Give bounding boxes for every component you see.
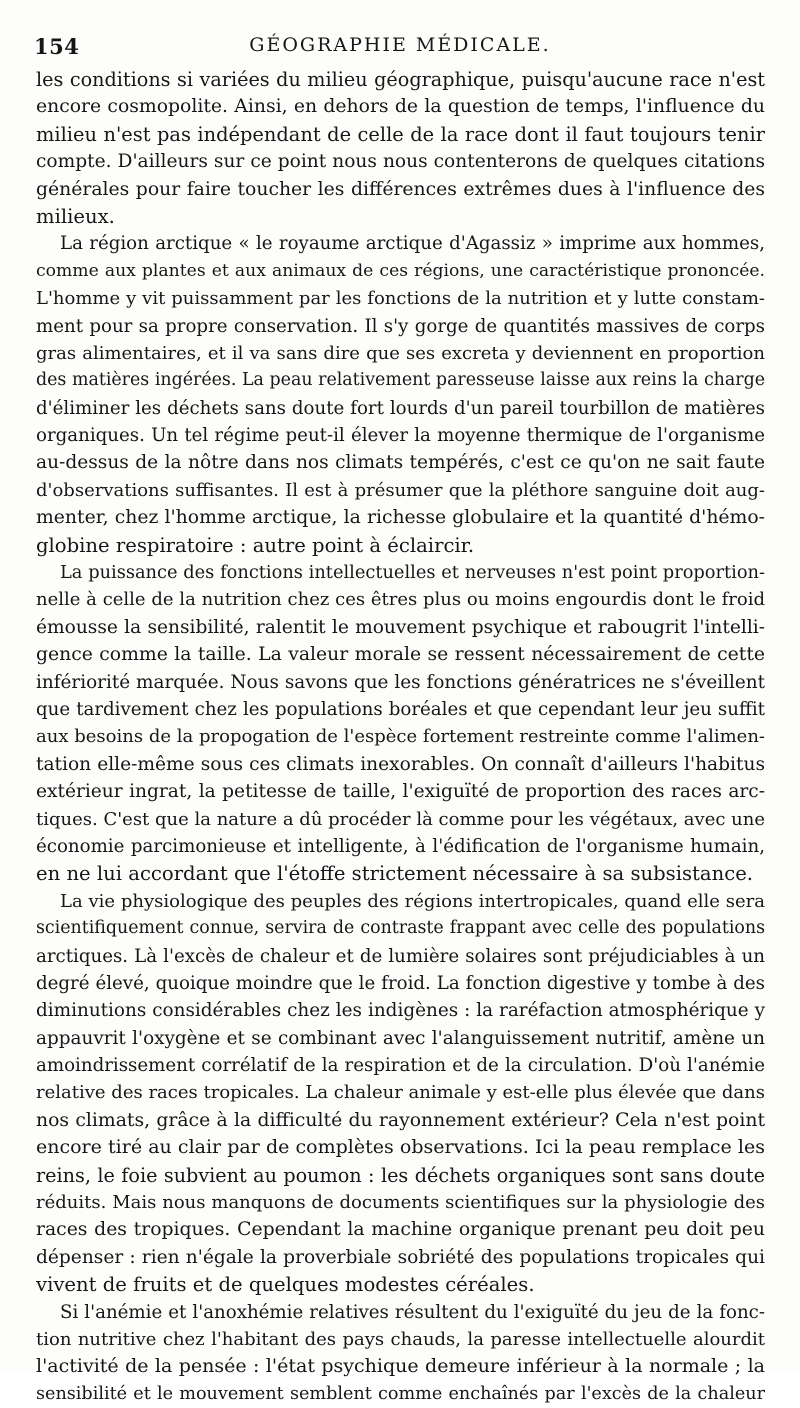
text-line: vivent de fruits et de quelques modestes céréales.	[36, 1273, 535, 1297]
text-line: milieux.	[36, 204, 115, 228]
text-line: La puissance des fonctions intellectuelles et nerveuses n'est point proportion-	[60, 562, 765, 584]
text-line: scientifiquement connue, servira de contraste frappant avec celle des populations	[36, 918, 765, 939]
text-line: organiques. Un tel régime peut-il élever la moyenne thermique de l'organisme	[36, 425, 765, 447]
text-line: extérieur ingrat, la petitesse de taille, l'exiguïté de proportion des races arc-	[36, 781, 765, 803]
text-line: d'éliminer les déchets sans doute fort lourds d'un pareil tourbillon de matières	[36, 397, 765, 419]
text-line: globine respiratoire : autre point à éclaircir.	[36, 533, 475, 557]
page-header	[30, 32, 770, 62]
text-line: menter, chez l'homme arctique, la richesse globulaire et la quantité d'hémo-	[36, 507, 765, 529]
text-line: La région arctique « le royaume arctique d'Agassiz » imprime aux hommes,	[60, 233, 765, 255]
body-text	[36, 66, 765, 1408]
text-line: races des tropiques. Cependant la machine organique prenant peu doit peu	[36, 1219, 765, 1241]
text-line: gence comme la taille. La valeur morale se ressent nécessairement de cette	[36, 644, 765, 666]
text-line: dépenser : rien n'égale la proverbiale sobriété des populations tropicales qui	[36, 1246, 765, 1268]
text-line: La vie physiologique des peuples des régions intertropicales, quand elle sera	[60, 890, 765, 912]
text-line: compte. D'ailleurs sur ce point nous nous contenterons de quelques citations	[36, 151, 765, 173]
text-line: nos climats, grâce à la difficulté du rayonnement extérieur? Cela n'est point	[36, 1109, 765, 1131]
text-line: tiques. C'est que la nature a dû procéder là comme pour les végétaux, avec une	[36, 808, 765, 830]
text-line: diminutions considérables chez les indigènes : la raréfaction atmosphérique y	[36, 1000, 765, 1022]
text-line: encore tiré au clair par de complètes observations. Ici la peau remplace les	[36, 1136, 765, 1159]
text-line: infériorité marquée. Nous savons que les fonctions génératrices ne s'éveillent	[36, 671, 765, 693]
text-line: en ne lui accordant que l'étoffe strictement nécessaire à sa subsistance.	[36, 862, 754, 886]
text-line: amoindrissement corrélatif de la respiration et de la circulation. D'où l'anémie	[36, 1055, 765, 1077]
text-line: que tardivement chez les populations boréales et que cependant leur jeu suffit	[36, 698, 765, 720]
text-line: au-dessus de la nôtre dans nos climats tempérés, c'est ce qu'on ne sait faute	[36, 452, 765, 474]
text-line: nelle à celle de la nutrition chez ces êtres plus ou moins engourdis dont le froid	[36, 589, 765, 611]
text-line: gras alimentaires, et il va sans dire que ses excreta y deviennent en proportion	[36, 342, 765, 364]
text-line: ment pour sa propre conservation. Il s'y gorge de quantités massives de corps	[36, 315, 765, 337]
text-line: relative des races tropicales. La chaleur animale y est-elle plus élevée que dans	[36, 1082, 765, 1104]
text-line: tion nutritive chez l'habitant des pays chauds, la paresse intellectuelle alourdit	[36, 1328, 765, 1350]
text-line: sensibilité et le mouvement semblent comme enchaînés par l'excès de la chaleur	[36, 1383, 765, 1404]
text-line: degré élevé, quoique moindre que le froid. La fonction digestive y tombe à des	[36, 972, 765, 994]
text-line: Si l'anémie et l'anoxhémie relatives résultent du l'exiguïté du jeu de la fonc-	[60, 1301, 765, 1323]
text-line: des matières ingérées. La peau relativement paresseuse laisse aux reins la charge	[36, 370, 765, 391]
text-line: arctiques. Là l'excès de chaleur et de lumière solaires sont préjudiciables à un	[36, 945, 765, 967]
text-line: tation elle-même sous ces climats inexorables. On connaît d'ailleurs l'habitus	[36, 753, 765, 775]
text-line: les conditions si variées du milieu géographique, puisqu'aucune race n'est	[36, 68, 765, 91]
text-line: appauvrit l'oxygène et se combinant avec l'alanguissement nutritif, amène un	[36, 1027, 765, 1049]
text-line: encore cosmopolite. Ainsi, en dehors de la question de temps, l'influence du	[36, 96, 765, 118]
text-line: émousse la sensibilité, ralentit le mouvement psychique et rabougrit l'intelli-	[36, 616, 765, 638]
text-line: d'observations suffisantes. Il est à présumer que la pléthore sanguine doit aug-	[36, 479, 765, 501]
text-line: comme aux plantes et aux animaux de ces régions, une caractéristique prononcée.	[36, 260, 765, 281]
text-line: milieu n'est pas indépendant de celle de la race dont il faut toujours tenir	[36, 122, 765, 146]
text-line: générales pour faire toucher les différences extrêmes dues à l'influence des	[36, 178, 765, 200]
text-line: L'homme y vit puissamment par les fonctions de la nutrition et y lutte constam-	[36, 288, 765, 310]
text-line: réduits. Mais nous manquons de documents scientifiques sur la physiologie des	[36, 1192, 765, 1214]
running-head: GÉOGRAPHIE MÉDICALE.	[249, 34, 551, 56]
page-number: 154	[34, 34, 80, 59]
text-line: reins, le foie subvient au poumon : les déchets organiques sont sans doute	[36, 1163, 765, 1187]
text-line: aux besoins de la propogation de l'espèce fortement restreinte comme l'alimen-	[36, 726, 765, 748]
text-line: l'activité de la pensée : l'état psychique demeure inférieur à la normale ; la	[36, 1355, 765, 1378]
text-line: économie parcimonieuse et intelligente, à l'édification de l'organisme humain,	[36, 835, 765, 857]
